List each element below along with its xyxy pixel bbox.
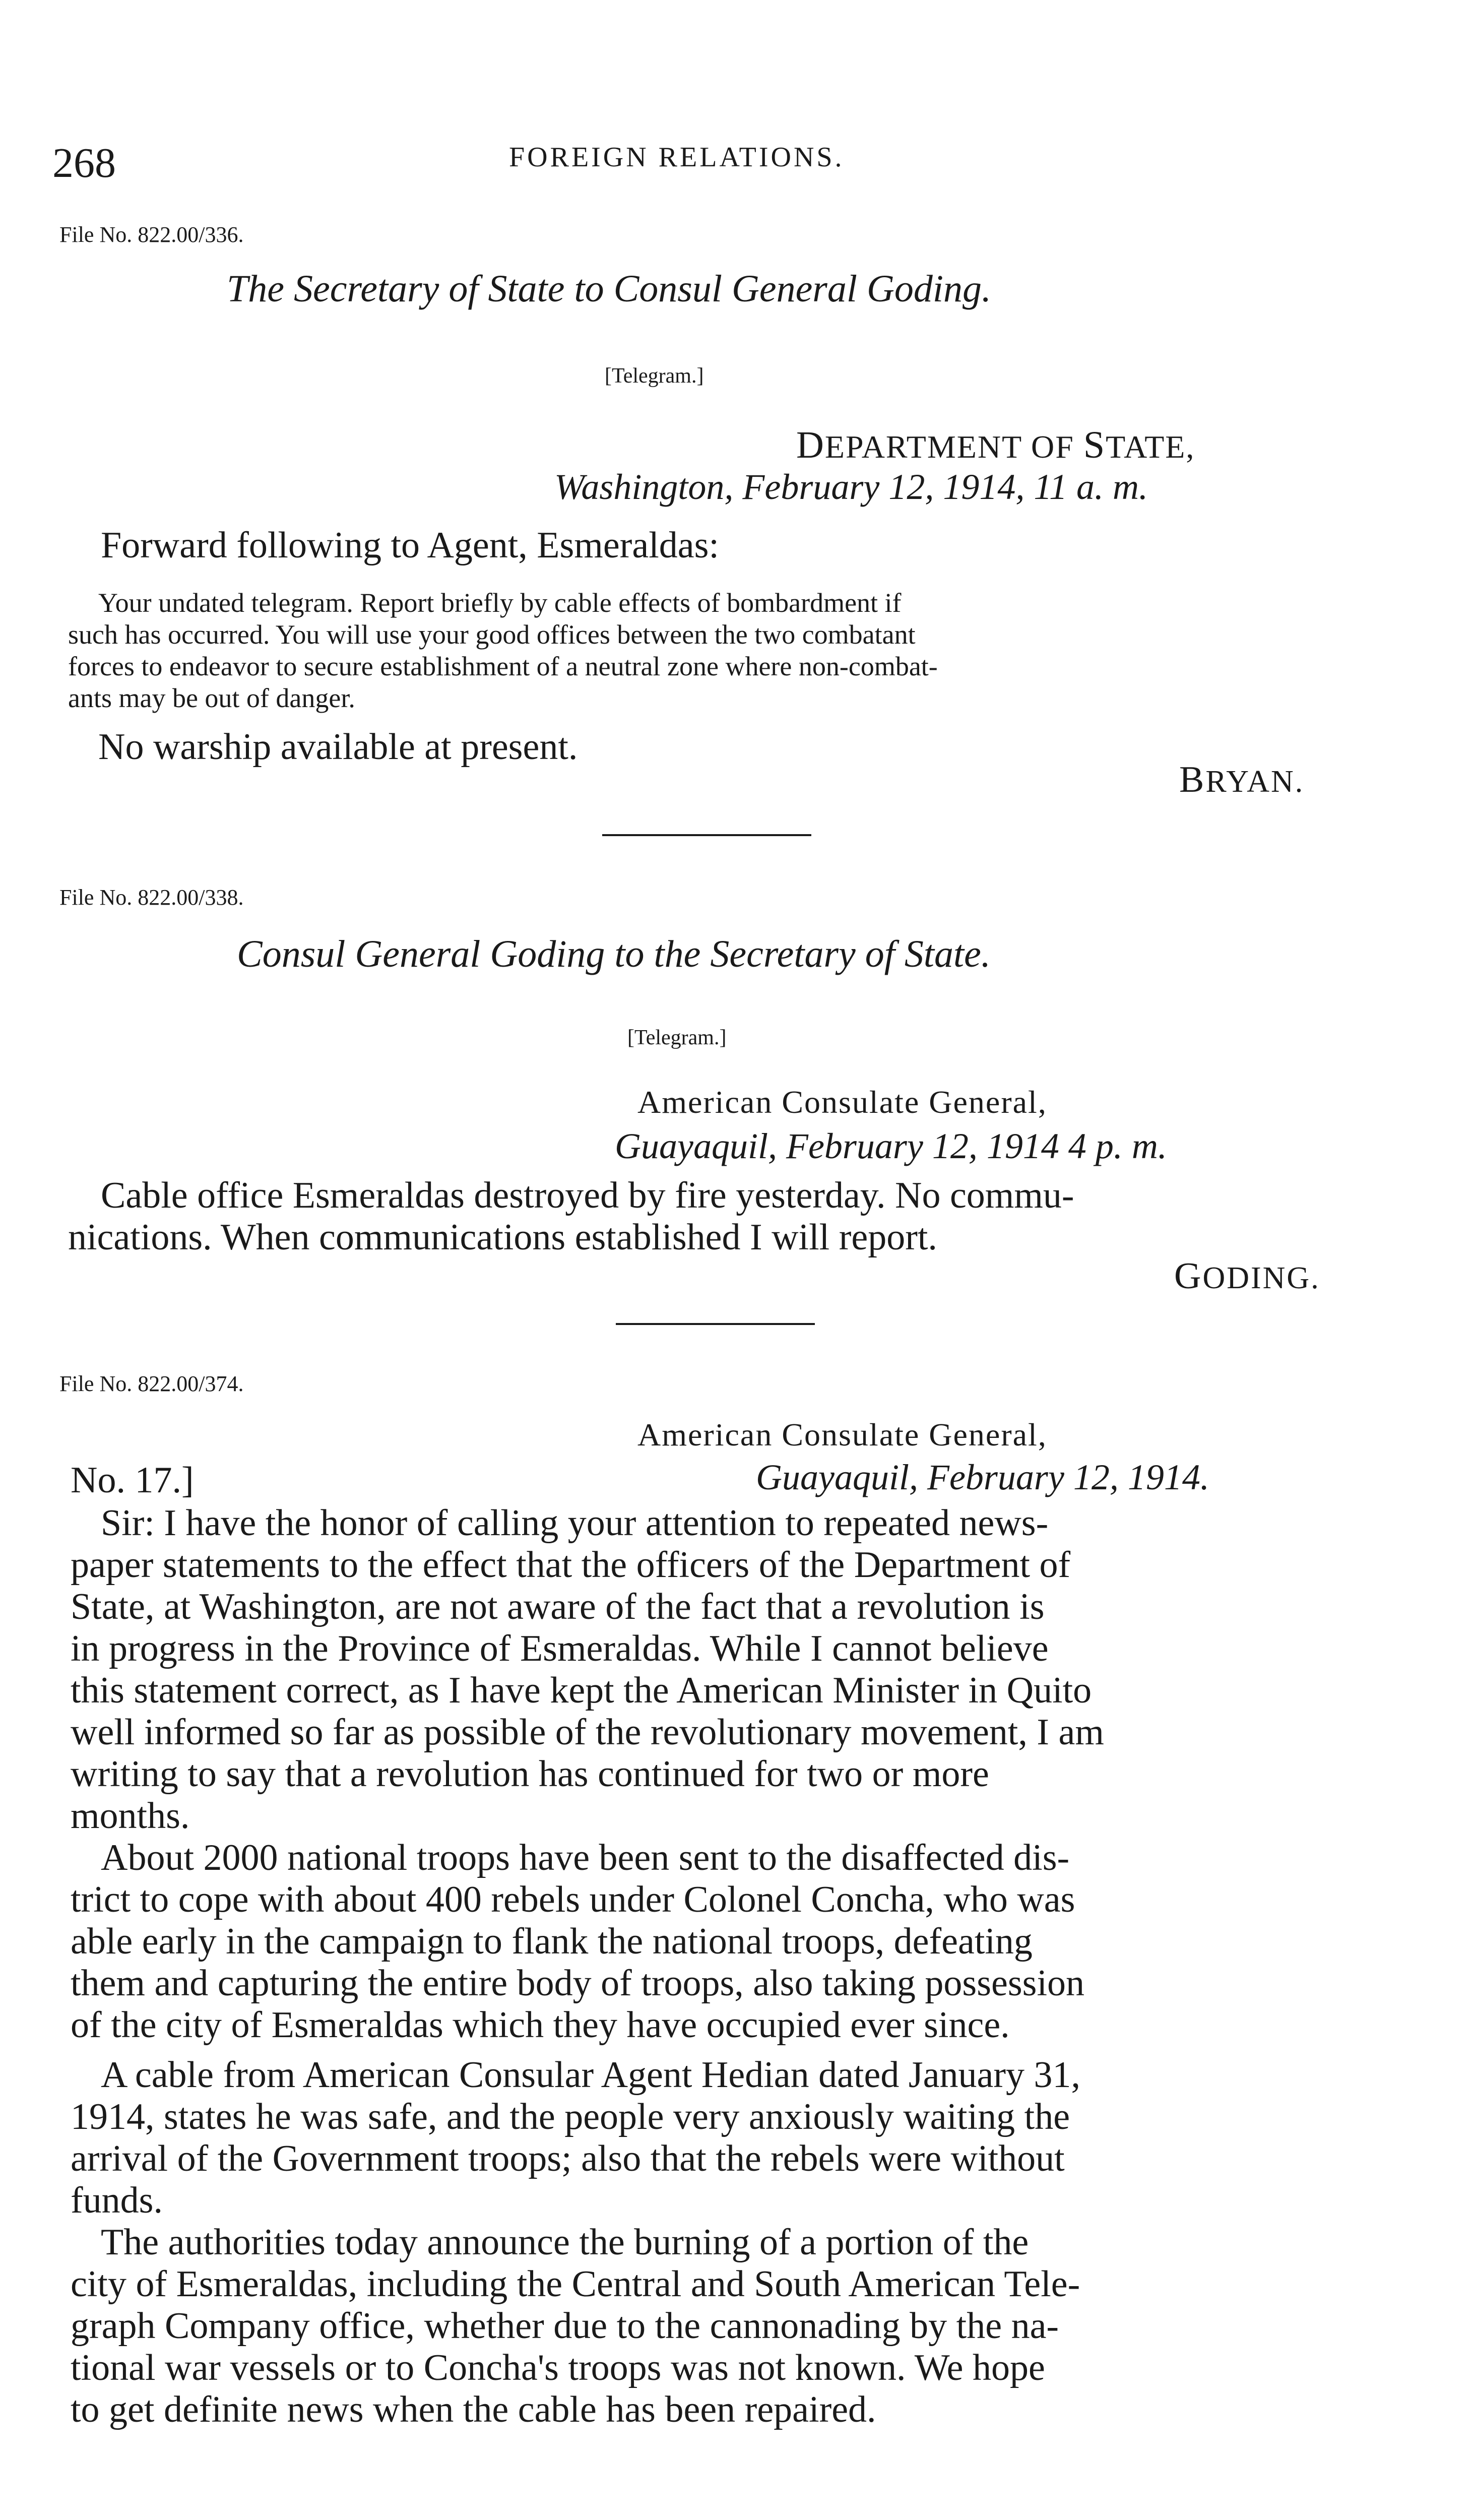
doc1-telegram-label: [Telegram.] [605, 364, 704, 388]
letter-line: of the city of Esmeraldas which they have occupied ever since. [71, 2004, 1010, 2046]
doc2-title: Consul General Goding to the Secretary of State. [237, 933, 991, 975]
letter-line: months. [71, 1795, 190, 1837]
doc2-telegram-label: [Telegram.] [627, 1026, 727, 1049]
section-divider [616, 1323, 815, 1325]
letter-line: well informed so far as possible of the revolutionary movement, I am [71, 1712, 1104, 1753]
letter-line: this statement correct, as I have kept the American Minister in Quito [71, 1670, 1092, 1711]
letter-line: paper statements to the effect that the officers of the Department of [71, 1544, 1071, 1586]
letter-line: A cable from American Consular Agent Hedian dated January 31, [101, 2054, 1080, 2096]
doc2-signature: GODING. [1174, 1255, 1320, 1297]
doc2-place-date: Guayaquil, February 12, 1914 4 p. m. [615, 1126, 1167, 1166]
doc1-quote-line: ants may be out of danger. [68, 683, 355, 713]
doc1-quote-line: forces to endeavor to secure establishment of a neutral zone where non-combat- [68, 651, 938, 681]
file-number-2: File No. 822.00/338. [59, 885, 244, 910]
doc2-body-line: Cable office Esmeraldas destroyed by fire yesterday. No commu- [101, 1175, 1074, 1216]
doc2-office-line: American Consulate General, [637, 1084, 1047, 1120]
letter-line: able early in the campaign to flank the national troops, defeating [71, 1921, 1033, 1962]
section-divider [602, 834, 811, 836]
doc1-title: The Secretary of State to Consul General Goding. [227, 268, 991, 310]
letter-line: writing to say that a revolution has continued for two or more [71, 1753, 989, 1795]
doc1-department-line: DEPARTMENT OF STATE, [796, 424, 1195, 466]
letter-line: city of Esmeraldas, including the Central and South American Tele- [71, 2263, 1080, 2305]
letter-line: in progress in the Province of Esmeraldas. While I cannot believe [71, 1628, 1049, 1669]
doc1-place-date: Washington, February 12, 1914, 11 a. m. [554, 467, 1148, 507]
running-head: FOREIGN RELATIONS. [509, 142, 845, 173]
doc3-office-line: American Consulate General, [637, 1417, 1047, 1453]
page-number: 268 [52, 140, 116, 186]
doc1-signature: BRYAN. [1179, 759, 1305, 800]
doc2-body-line: nications. When communications established I will report. [68, 1217, 937, 1258]
letter-line: About 2000 national troops have been sent to the disaffected dis- [101, 1837, 1070, 1878]
letter-line: 1914, states he was safe, and the people very anxiously waiting the [71, 2096, 1070, 2137]
file-number-1: File No. 822.00/336. [59, 222, 244, 247]
doc1-quote-line: Your undated telegram. Report briefly by cable effects of bombardment if [98, 588, 902, 618]
letter-line: trict to cope with about 400 rebels under Colonel Concha, who was [71, 1879, 1075, 1920]
file-number-3: File No. 822.00/374. [59, 1371, 244, 1396]
letter-line: them and capturing the entire body of troops, also taking possession [71, 1963, 1085, 2004]
doc3-place-date: Guayaquil, February 12, 1914. [756, 1457, 1209, 1497]
doc3-number: No. 17.] [71, 1460, 194, 1501]
letter-line: Sir: I have the honor of calling your attention to repeated news- [101, 1502, 1049, 1544]
letter-line: arrival of the Government troops; also that the rebels were without [71, 2138, 1065, 2179]
doc1-warship-line: No warship available at present. [98, 726, 578, 768]
letter-line: to get definite news when the cable has been repaired. [71, 2389, 876, 2430]
letter-line: tional war vessels or to Concha's troops was not known. We hope [71, 2347, 1045, 2388]
letter-line: The authorities today announce the burning of a portion of the [101, 2222, 1029, 2263]
doc1-forward-line: Forward following to Agent, Esmeraldas: [101, 525, 719, 566]
doc1-quote-line: such has occurred. You will use your good offices between the two combatant [68, 619, 916, 650]
letter-line: graph Company office, whether due to the cannonading by the na- [71, 2305, 1059, 2347]
letter-line: State, at Washington, are not aware of the fact that a revolution is [71, 1586, 1045, 1627]
letter-line: funds. [71, 2180, 163, 2221]
